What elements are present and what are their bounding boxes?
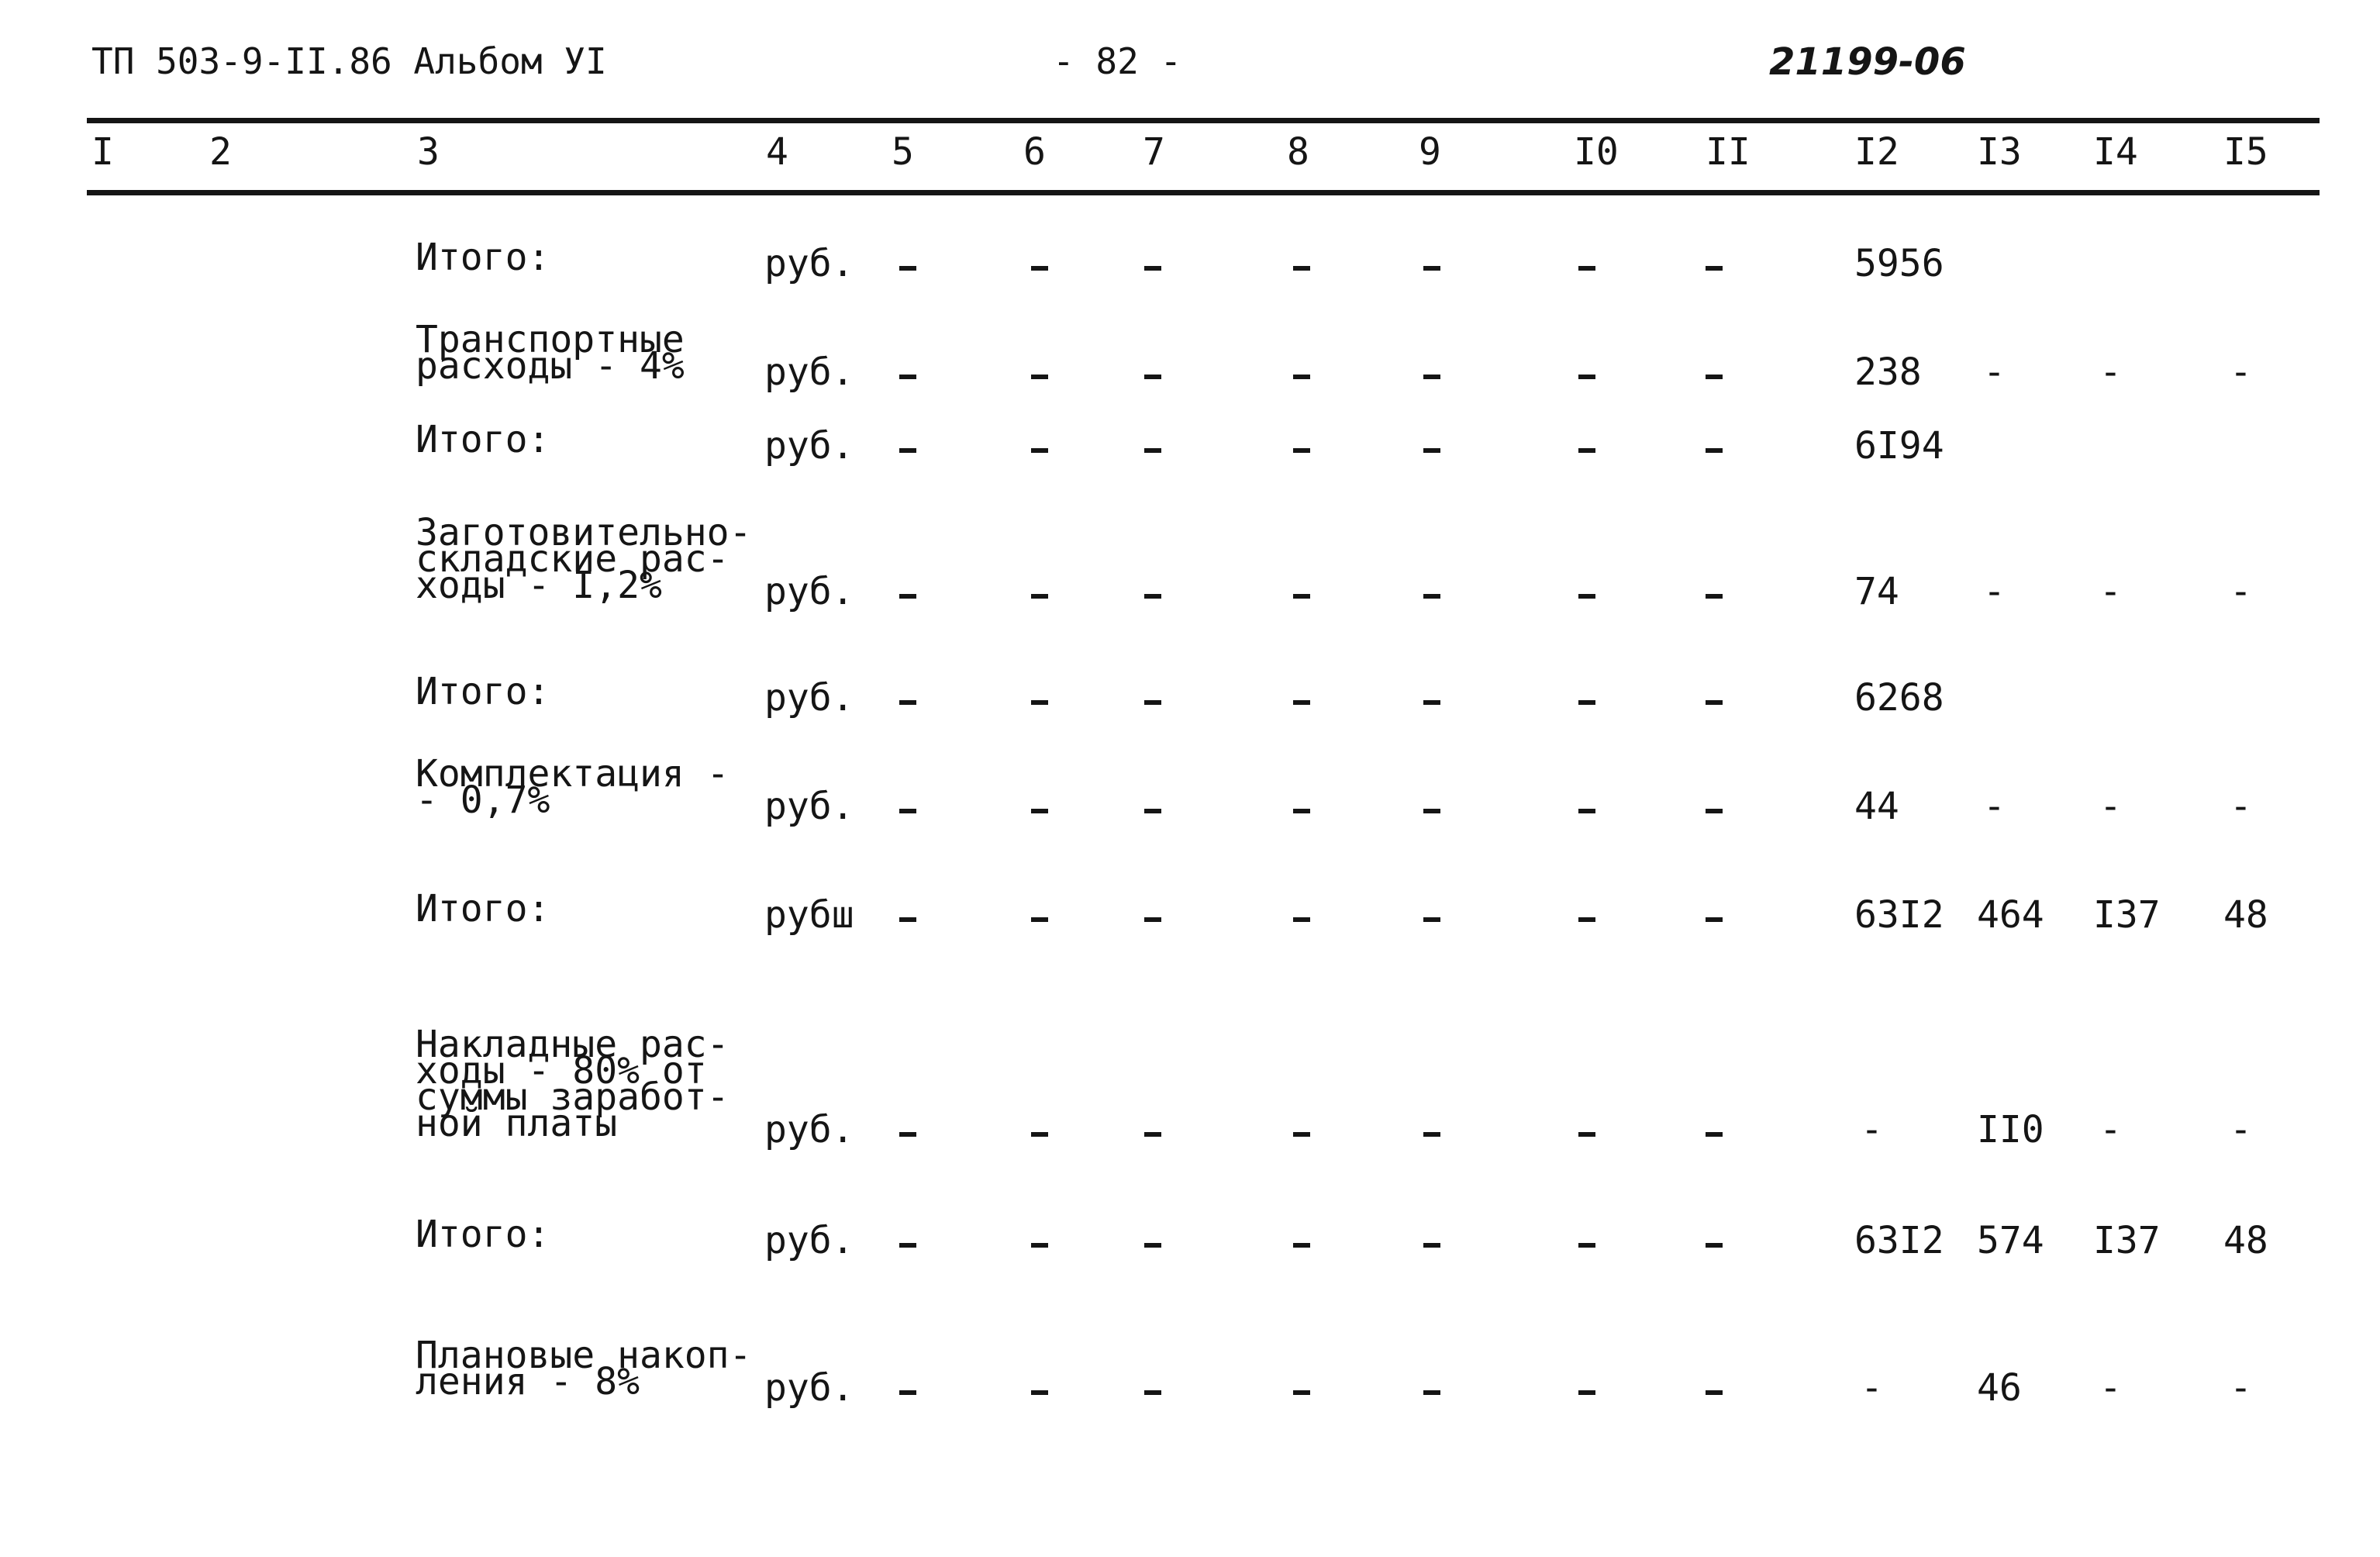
empty-cell-dash xyxy=(1423,594,1440,599)
empty-cell-dash xyxy=(1144,266,1161,271)
empty-cell-dash xyxy=(1578,809,1595,813)
header-rule-top xyxy=(87,118,2320,123)
row-unit: руб. xyxy=(764,424,854,468)
value-cell-c13: II0 xyxy=(1977,1108,2044,1151)
row-label: Итого: xyxy=(416,670,550,713)
value-cell-c12: 44 xyxy=(1854,785,1899,828)
empty-cell-dash xyxy=(1423,1243,1440,1248)
empty-cell-dash xyxy=(1144,1132,1161,1137)
empty-cell-dash xyxy=(1706,594,1723,599)
document-number: 21199-06 xyxy=(1769,40,1966,84)
value-cell-c13: 46 xyxy=(1977,1366,2022,1410)
header-rule-bottom xyxy=(87,190,2320,195)
column-number: 4 xyxy=(766,130,788,174)
value-cell-c13: 574 xyxy=(1977,1219,2044,1262)
empty-cell-dash xyxy=(1423,809,1440,813)
row-label: Накладные рас- ходы - 80% от суммы заработ- ной платы xyxy=(416,1023,730,1145)
empty-cell-dash xyxy=(1144,809,1161,813)
column-number: 7 xyxy=(1143,130,1165,174)
empty-cell-dash xyxy=(1031,917,1048,922)
value-cell-c14: - xyxy=(2099,350,2122,394)
empty-cell-dash xyxy=(899,809,916,813)
empty-cell-dash xyxy=(1578,700,1595,705)
empty-cell-dash xyxy=(1293,448,1310,453)
column-number: 3 xyxy=(417,130,440,174)
empty-cell-dash xyxy=(1706,1390,1723,1395)
empty-cell-dash xyxy=(1031,1132,1048,1137)
empty-cell-dash xyxy=(1706,1243,1723,1248)
empty-cell-dash xyxy=(1578,1243,1595,1248)
value-cell-c15: 48 xyxy=(2223,893,2268,937)
column-number: 8 xyxy=(1287,130,1309,174)
row-unit: рубш xyxy=(764,893,854,937)
value-cell-c14: - xyxy=(2099,1366,2122,1410)
empty-cell-dash xyxy=(1031,700,1048,705)
document-header-title: ТП 503-9-II.86 Альбом УI xyxy=(91,40,607,82)
empty-cell-dash xyxy=(899,375,916,379)
column-number: I2 xyxy=(1854,130,1899,174)
value-cell-c13: - xyxy=(1983,785,2006,828)
value-cell-c12: 5956 xyxy=(1854,242,1944,285)
empty-cell-dash xyxy=(1706,917,1723,922)
empty-cell-dash xyxy=(899,1132,916,1137)
value-cell-c14: I37 xyxy=(2093,1219,2161,1262)
empty-cell-dash xyxy=(1423,448,1440,453)
row-label: Транспортные расходы - 4% xyxy=(416,318,685,388)
value-cell-c14: - xyxy=(2099,785,2122,828)
value-cell-c15: - xyxy=(2230,1108,2252,1151)
value-cell-c15: - xyxy=(2230,350,2252,394)
row-label: Итого: xyxy=(416,1213,550,1256)
empty-cell-dash xyxy=(899,917,916,922)
page-number: - 82 - xyxy=(1053,40,1182,82)
empty-cell-dash xyxy=(1293,1132,1310,1137)
row-unit: руб. xyxy=(764,676,854,720)
row-unit: руб. xyxy=(764,242,854,285)
column-number: II xyxy=(1706,130,1751,174)
empty-cell-dash xyxy=(1031,448,1048,453)
value-cell-c13: - xyxy=(1983,350,2006,394)
empty-cell-dash xyxy=(1706,700,1723,705)
empty-cell-dash xyxy=(1706,1132,1723,1137)
empty-cell-dash xyxy=(899,700,916,705)
empty-cell-dash xyxy=(1423,700,1440,705)
value-cell-c12: 6268 xyxy=(1854,676,1944,720)
row-label: Итого: xyxy=(416,236,550,279)
empty-cell-dash xyxy=(1293,917,1310,922)
empty-cell-dash xyxy=(1031,375,1048,379)
empty-cell-dash xyxy=(899,448,916,453)
value-cell-c15: 48 xyxy=(2223,1219,2268,1262)
empty-cell-dash xyxy=(1293,700,1310,705)
empty-cell-dash xyxy=(1578,266,1595,271)
column-number: I xyxy=(91,130,114,174)
empty-cell-dash xyxy=(1031,266,1048,271)
value-cell-c15: - xyxy=(2230,570,2252,613)
empty-cell-dash xyxy=(1031,809,1048,813)
empty-cell-dash xyxy=(1144,1243,1161,1248)
value-cell-c14: - xyxy=(2099,570,2122,613)
value-cell-c12: 6I94 xyxy=(1854,424,1944,468)
empty-cell-dash xyxy=(1144,448,1161,453)
empty-cell-dash xyxy=(1144,1390,1161,1395)
empty-cell-dash xyxy=(1706,375,1723,379)
empty-cell-dash xyxy=(1578,594,1595,599)
row-label: Итого: xyxy=(416,887,550,930)
empty-cell-dash xyxy=(1423,375,1440,379)
empty-cell-dash xyxy=(1293,809,1310,813)
empty-cell-dash xyxy=(1578,1390,1595,1395)
value-cell-c12: - xyxy=(1861,1108,1883,1151)
empty-cell-dash xyxy=(899,1243,916,1248)
value-cell-c12: 74 xyxy=(1854,570,1899,613)
row-label: Заготовительно- складские рас- ходы - I,2% xyxy=(416,511,752,607)
row-unit: руб. xyxy=(764,1219,854,1262)
empty-cell-dash xyxy=(1578,917,1595,922)
empty-cell-dash xyxy=(1293,594,1310,599)
row-unit: руб. xyxy=(764,785,854,828)
empty-cell-dash xyxy=(1293,375,1310,379)
empty-cell-dash xyxy=(1293,266,1310,271)
row-unit: руб. xyxy=(764,570,854,613)
empty-cell-dash xyxy=(1031,1390,1048,1395)
empty-cell-dash xyxy=(1423,1132,1440,1137)
value-cell-c12: 63I2 xyxy=(1854,1219,1944,1262)
empty-cell-dash xyxy=(899,266,916,271)
value-cell-c13: 464 xyxy=(1977,893,2044,937)
empty-cell-dash xyxy=(1423,1390,1440,1395)
column-number: I3 xyxy=(1977,130,2022,174)
empty-cell-dash xyxy=(1144,917,1161,922)
value-cell-c12: 63I2 xyxy=(1854,893,1944,937)
value-cell-c14: - xyxy=(2099,1108,2122,1151)
empty-cell-dash xyxy=(1423,917,1440,922)
empty-cell-dash xyxy=(1144,700,1161,705)
empty-cell-dash xyxy=(1578,448,1595,453)
value-cell-c15: - xyxy=(2230,1366,2252,1410)
empty-cell-dash xyxy=(1706,266,1723,271)
empty-cell-dash xyxy=(1031,1243,1048,1248)
empty-cell-dash xyxy=(1293,1243,1310,1248)
row-label: Итого: xyxy=(416,418,550,461)
value-cell-c12: 238 xyxy=(1854,350,1922,394)
column-number: I4 xyxy=(2093,130,2138,174)
row-label: Комплектация - - 0,7% xyxy=(416,752,730,822)
value-cell-c12: - xyxy=(1861,1366,1883,1410)
row-label: Плановые накоп- ления - 8% xyxy=(416,1334,752,1403)
empty-cell-dash xyxy=(1144,375,1161,379)
column-number: 5 xyxy=(892,130,914,174)
empty-cell-dash xyxy=(899,1390,916,1395)
row-unit: руб. xyxy=(764,350,854,394)
column-number: I5 xyxy=(2223,130,2268,174)
column-number: I0 xyxy=(1574,130,1619,174)
column-number: 2 xyxy=(209,130,232,174)
empty-cell-dash xyxy=(1706,809,1723,813)
column-number: 6 xyxy=(1023,130,1046,174)
empty-cell-dash xyxy=(1144,594,1161,599)
empty-cell-dash xyxy=(899,594,916,599)
empty-cell-dash xyxy=(1293,1390,1310,1395)
empty-cell-dash xyxy=(1578,1132,1595,1137)
empty-cell-dash xyxy=(1706,448,1723,453)
empty-cell-dash xyxy=(1423,266,1440,271)
row-unit: руб. xyxy=(764,1366,854,1410)
row-unit: руб. xyxy=(764,1108,854,1151)
empty-cell-dash xyxy=(1578,375,1595,379)
empty-cell-dash xyxy=(1031,594,1048,599)
value-cell-c14: I37 xyxy=(2093,893,2161,937)
value-cell-c15: - xyxy=(2230,785,2252,828)
column-number: 9 xyxy=(1419,130,1441,174)
value-cell-c13: - xyxy=(1983,570,2006,613)
